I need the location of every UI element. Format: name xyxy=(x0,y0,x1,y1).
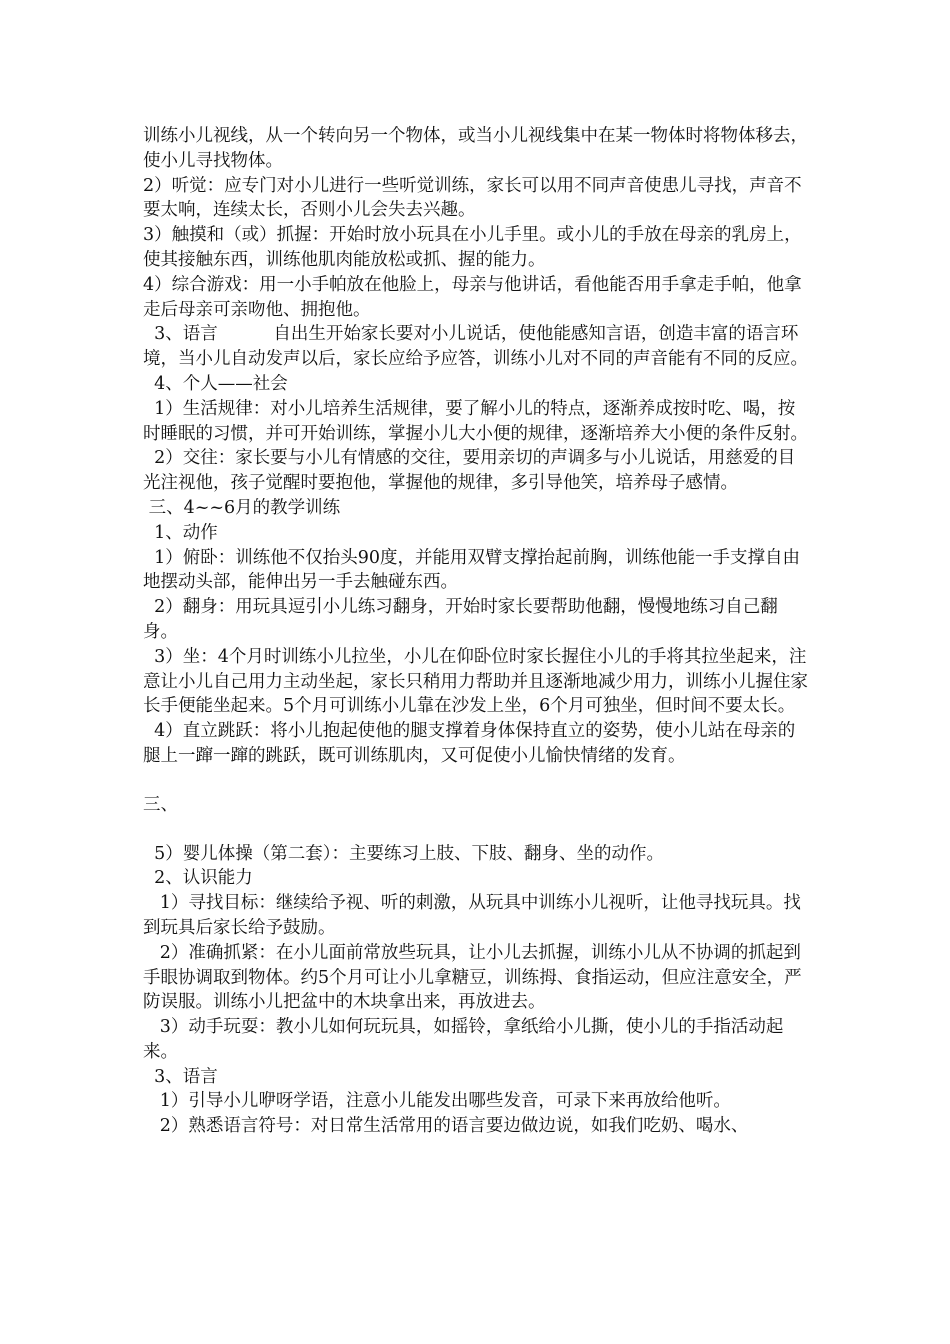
paragraph-language-symbols: 2）熟悉语言符号：对日常生活常用的语言要边做边说，如我们吃奶、喝水、 xyxy=(143,1116,749,1137)
paragraph-hearing: 2）听觉：应专门对小儿进行一些听觉训练，家长可以用不同声音使患儿寻找，声音不要太响，连续太长，否则小儿会失去兴趣。 xyxy=(143,175,802,221)
heading-movement: 1、动作 xyxy=(143,522,218,543)
paragraph-accurate-grasp: 2）准确抓紧：在小儿面前常放些玩具，让小儿去抓握，训练小儿从不协调的抓起到手眼协调取到物体。约5个月可让小儿拿糖豆，训练拇、食指运动，但应注意安全，严防误服。训练小儿把盆中的木块拿出来，再放进去。 xyxy=(143,942,802,1013)
section-mark: 三、 xyxy=(143,794,178,815)
paragraph-babbling: 1）引导小儿咿呀学语，注意小儿能发出哪些发音，可录下来再放给他听。 xyxy=(143,1091,731,1112)
heading-cognitive-ability: 2、认识能力 xyxy=(143,868,253,889)
paragraph-comprehensive-game: 4）综合游戏：用一小手帕放在他脸上，母亲与他讲话，看他能否用手拿走手帕，他拿走后母亲可亲吻他、拥抱他。 xyxy=(143,274,802,320)
heading-personal-social: 4、个人——社会 xyxy=(143,373,288,394)
paragraph-life-routine: 1）生活规律：对小儿培养生活规律，要了解小儿的特点，逐渐养成按时吃、喝，按时睡眠的习惯，并可开始训练，掌握小儿大小便的规律，逐渐培养大小便的条件反射。 xyxy=(143,398,808,444)
document-page xyxy=(143,124,811,1139)
paragraph-touch-grasp: 3）触摸和（或）抓握：开始时放小玩具在小儿手里。或小儿的手放在母亲的乳房上，使其接触东西，训练他肌肉能放松或抓、握的能力。 xyxy=(143,225,802,270)
paragraph-visual-training: 训练小儿视线，从一个转向另一个物体，或当小儿视线集中在某一物体时将物体移去，使小儿寻找物体。 xyxy=(143,126,808,171)
paragraph-sitting: 3）坐：4个月时训练小儿拉坐，小儿在仰卧位时家长握住小儿的手将其拉坐起来，注意让小儿自己用力主动坐起，家长只稍用力帮助并且逐渐地减少用力，训练小儿握住家长手便能坐起来。5个月可训练小儿靠在沙发上坐，6个月可独坐，但时间不要太长。 xyxy=(143,646,808,717)
paragraph-interaction: 2）交往：家长要与小儿有情感的交往，要用亲切的声调多与小儿说话，用慈爱的目光注视他，孩子觉醒时要抱他，掌握他的规律，多引导他笑，培养母子感情。 xyxy=(143,448,796,494)
paragraph-baby-gymnastics: 5）婴儿体操（第二套）：主要练习上肢、下肢、翻身、坐的动作。 xyxy=(143,843,665,864)
paragraph-hand-play: 3）动手玩耍：教小儿如何玩玩具，如摇铃，拿纸给小儿撕，使小儿的手指活动起来。 xyxy=(143,1017,784,1062)
paragraph-prone: 1）俯卧：训练他不仅抬头90度，并能用双臂支撑抬起前胸，训练他能一手支撑自由地摆动头部，能伸出另一手去触碰东西。 xyxy=(143,547,801,593)
heading-4-6-month-training: 三、4~~6月的教学训练 xyxy=(143,497,341,518)
paragraph-upright-jumping: 4）直立跳跃：将小儿抱起使他的腿支撑着身体保持直立的姿势，使小儿站在母亲的腿上一蹿一蹿的跳跃，既可训练肌肉，又可促使小儿愉快情绪的发育。 xyxy=(143,721,796,766)
heading-language: 3、语言 xyxy=(143,1066,218,1087)
paragraph-language: 3、语言 自出生开始家长要对小儿说话，使他能感知言语，创造丰富的语言环境，当小儿自动发声以后，家长应给予应答，训练小儿对不同的声音能有不同的反应。 xyxy=(143,324,808,370)
paragraph-rolling: 2）翻身：用玩具逗引小儿练习翻身，开始时家长要帮助他翻，慢慢地练习自己翻身。 xyxy=(143,597,778,642)
paragraph-find-target: 1）寻找目标：继续给予视、听的刺激，从玩具中训练小儿视听，让他寻找玩具。找到玩具后家长给予鼓励。 xyxy=(143,893,801,938)
